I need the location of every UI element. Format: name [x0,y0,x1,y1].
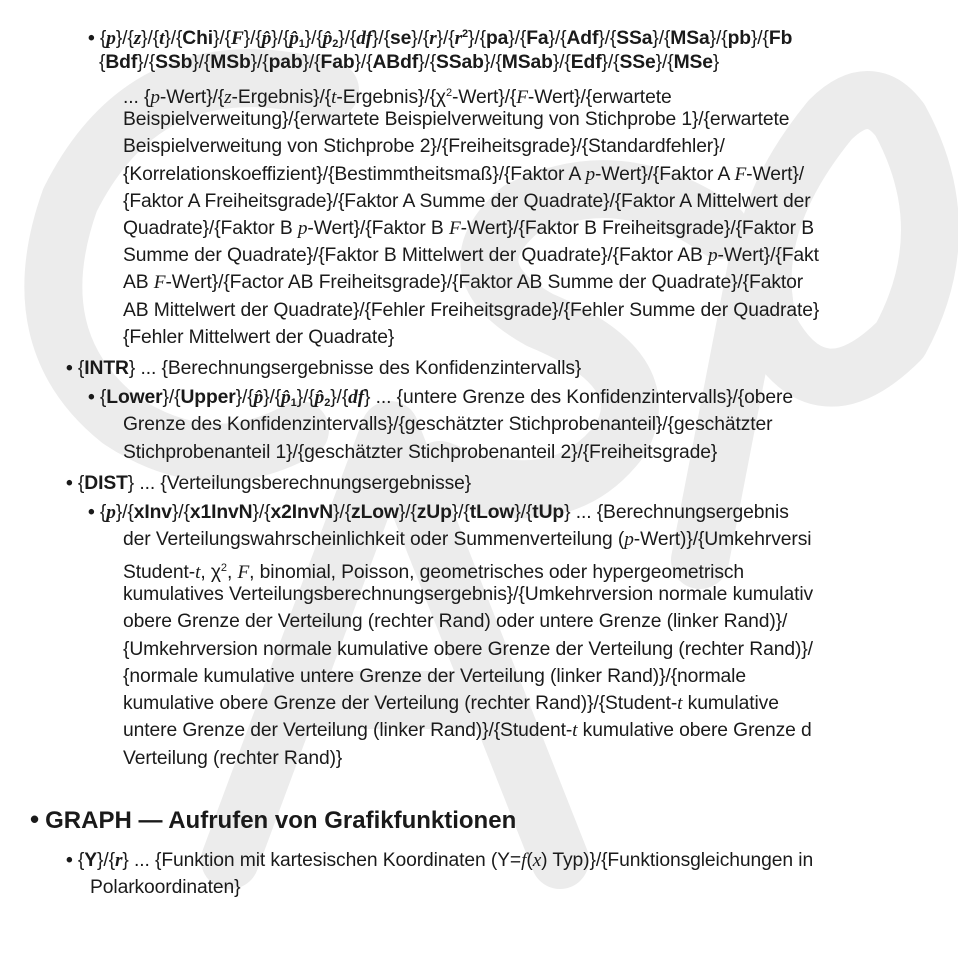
dist-desc-line-4: kumulatives Verteilungsberechnungsergebnis}/{Umkehrversion normale kumulativ [123,584,814,605]
stat-result-desc-line-1: ... $\{p-Wert\}/\{z-Ergebnis\}/\{t-Ergebnis\}/\{\chi^2-Wert\}/\{F-Wert\}/\{erwartete$ [123,87,672,108]
dist-desc-line-8: kumulative obere Grenze der Verteilung (rechter Rand)}/{Student-t kumulative [123,693,779,714]
dist-desc-line-5: obere Grenze der Verteilung (rechter Rand) oder untere Grenze (linker Rand)}/ [123,611,788,632]
graph-item-line-2: Polarkoordinaten} [90,877,241,898]
stat-result-desc-line-3: Beispielverweitung von Stichprobe 2}/{Freiheitsgrade}/{Standardfehler}/ [123,136,725,157]
stat-result-keys-line-1: • $\{p\}/\{z\}/\{t\}/\{Chi\}/\{F\}/\{p̂\}/\{p̂_1\}/\{p̂_2\}/\{df\}/\{se\}/\{r\}/\{r^2\}/\{pa\}/\{Fa\}/\{Adf\}/\{SSa\}/\{MSa\}/\{pb\}/\{Fb$ [88,28,793,50]
dist-desc-line-10: Verteilung (rechter Rand)} [123,748,343,769]
dist-desc-line-2: der Verteilungswahrscheinlichkeit oder Summenverteilung (p-Wert)}/{Umkehrversi [123,529,812,550]
stat-result-desc-line-8: AB F-Wert}/{Factor AB Freiheitsgrade}/{Faktor AB Summe der Quadrate}/{Faktor [123,272,804,293]
dist-desc-line-7: {normale kumulative untere Grenze der Verteilung (linker Rand)}/{normale [123,666,746,687]
intr-desc-line-3: Stichprobenanteil 1}/{geschätzter Stichprobenanteil 2}/{Freiheitsgrade} [123,442,718,463]
stat-result-desc-line-10: {Fehler Mittelwert der Quadrate} [123,327,395,348]
dist-item: • {DIST} ... {Verteilungsberechnungsergebnisse} [66,473,472,494]
stat-result-keys-line-2: {Bdf}/{SSb}/{MSb}/{pab}/{Fab}/{ABdf}/{SSab}/{MSab}/{Edf}/{SSe}/{MSe} [99,52,720,73]
dist-keys-line-1: • {p}/{xInv}/{x1InvN}/{x2InvN}/{zLow}/{zUp}/{tLow}/{tUp} ... {Berechnungsergebnis [88,502,789,523]
intr-keys-line-1: • $\{Lower\}/\{Upper\}/\{p̂\}/\{p̂_1\}/\{p̂_2\}/\{df\}$ ... {untere Grenze des Konfidenzintervalls}/{obere [88,387,793,409]
dist-desc-line-6: {Umkehrversion normale kumulative obere Grenze der Verteilung (rechter Rand)}/ [123,639,813,660]
stat-result-desc-line-4: {Korrelationskoeffizient}/{Bestimmtheitsmaß}/{Faktor A p-Wert}/{Faktor A F-Wert}/ [123,164,804,185]
dist-desc-line-3: Student-t, $\chi^2$, F, binomial, Poisson, geometrisches oder hypergeometrisch [123,562,745,583]
stat-result-desc-line-9: AB Mittelwert der Quadrate}/{Fehler Freiheitsgrade}/{Fehler Summe der Quadrate} [123,300,820,321]
graph-item-line-1: • {Y}/{r} ... {Funktion mit kartesischen Koordinaten (Y=f(x) Typ)}/{Funktionsgleichungen in [66,850,814,871]
stat-result-desc-line-5: {Faktor A Freiheitsgrade}/{Faktor A Summe der Quadrate}/{Faktor A Mittelwert der [123,191,811,212]
intr-item: • {INTR} ... {Berechnungsergebnisse des Konfidenzintervalls} [66,358,582,379]
stat-result-desc-line-7: Summe der Quadrate}/{Faktor B Mittelwert der Quadrate}/{Faktor AB p-Wert}/{Fakt [123,245,819,266]
intr-desc-line-2: Grenze des Konfidenzintervalls}/{geschätzter Stichprobenanteil}/{geschätzter [123,414,773,435]
dist-desc-line-9: untere Grenze der Verteilung (linker Rand)}/{Student-t kumulative obere Grenze d [123,720,812,741]
stat-result-desc-line-6: Quadrate}/{Faktor B p-Wert}/{Faktor B F-Wert}/{Faktor B Freiheitsgrade}/{Faktor B [123,218,814,239]
graph-heading: • GRAPH — Aufrufen von Grafikfunktionen [30,804,517,834]
stat-result-desc-line-2: Beispielverweitung}/{erwartete Beispielverweitung von Stichprobe 1}/{erwartete [123,109,790,130]
